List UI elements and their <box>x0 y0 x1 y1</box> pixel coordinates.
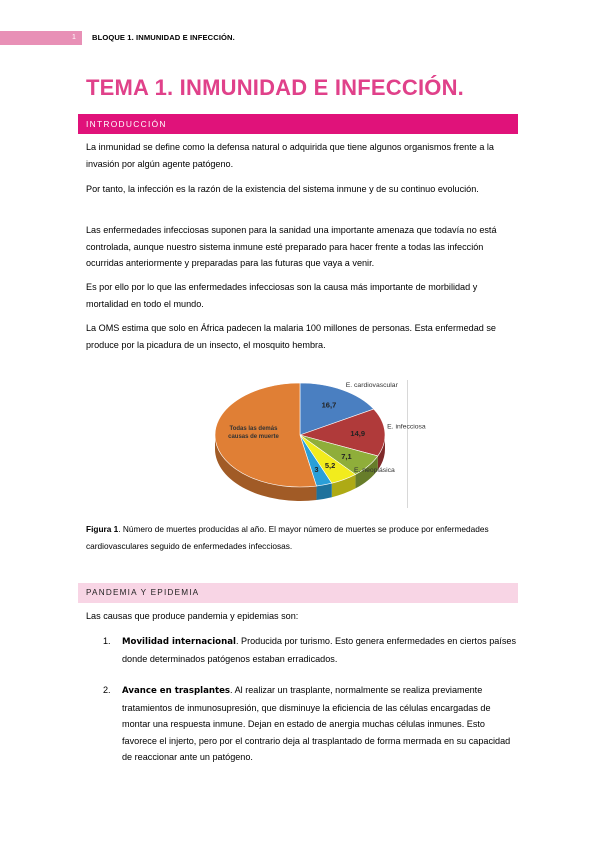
paragraph-4: Es por ello por lo que las enfermedades infecciosas son la causa más importante de morbilidad y mortalidad en todo el mundo. <box>86 282 478 309</box>
section-heading-pandemia: PANDEMIA Y EPIDEMIA <box>78 583 518 603</box>
pie-category-label: E. infecciosa <box>387 423 426 431</box>
list-number: 1. <box>103 636 111 646</box>
document-title: TEMA 1. INMUNIDAD E INFECCIÓN. <box>86 75 464 100</box>
figure-caption <box>86 521 518 554</box>
pie-category-label: E. neoplásica <box>354 467 395 474</box>
pie-category-label: E. cardiovascular <box>345 381 398 389</box>
list-term: Movilidad internacional <box>122 637 236 647</box>
list-term: Avance en trasplantes <box>122 686 231 696</box>
pie-data-label: 14,9 <box>350 429 366 439</box>
figure-caption-label: Figura 1 <box>86 524 119 534</box>
paragraph-1: La inmunidad se define como la defensa natural o adquirida que tiene algunos organismos frente a la invasión por algún agente patógeno. <box>86 142 494 169</box>
list-number: 2. <box>103 685 111 695</box>
list-text: . Producida por turismo. Esto genera enfermedades en ciertos países donde determinados patógenos estaban erradicados. <box>122 636 516 664</box>
page-number: 1 <box>72 34 76 41</box>
section-heading-introduccion: INTRODUCCIÓN <box>78 114 518 134</box>
pandemia-intro: Las causas que produce pandemia y epidemias son: <box>86 611 299 621</box>
pie-chart <box>190 380 426 508</box>
pie-data-label: 7,1 <box>341 452 352 462</box>
paragraph-2: Por tanto, la infección es la razón de la existencia del sistema inmune y de su continuo evolución. <box>86 184 479 194</box>
pie-data-label: 16,7 <box>321 400 337 410</box>
pie-data-label: 3 <box>314 464 319 474</box>
paragraph-3: Las enfermedades infecciosas suponen para la sanidad una importante amenaza que todavía no está controlada, aunque nuestro sistema inmune esté preparado para hacer frente a todas las infección ocurridas anteriormente y preparadas para las futuras que vaya a venir. <box>86 225 497 268</box>
pie-chart-figure <box>190 380 426 508</box>
figure-caption-text: . Número de muertes producidas al año. El mayor número de muertes se produce por enfermedades cardiovasculares seguido de enfermedades infecciosas. <box>86 524 489 551</box>
list-text: . Al realizar un trasplante, normalmente se realiza previamente tratamientos de inmunosupresión, que disminuye la eficiencia de las células encargadas de montar una respuesta inmune. Dejan en estado de anergia muchas células inmunes. Esto favorece el injerto, pero por el contrario deja al trasplantado de forma mermada en su capacidad de reaccionar ante un patógeno. <box>122 685 511 762</box>
pie-category-label: Todas las demás causas de muerte <box>228 425 279 440</box>
paragraph-5: La OMS estima que solo en África padecen la malaria 100 millones de personas. Esta enfermedad se produce por la picadura de un insecto, el mosquito hembra. <box>86 323 496 350</box>
running-header-title: BLOQUE 1. INMUNIDAD E INFECCIÓN. <box>92 33 235 42</box>
pie-data-label: 5,2 <box>324 461 336 471</box>
